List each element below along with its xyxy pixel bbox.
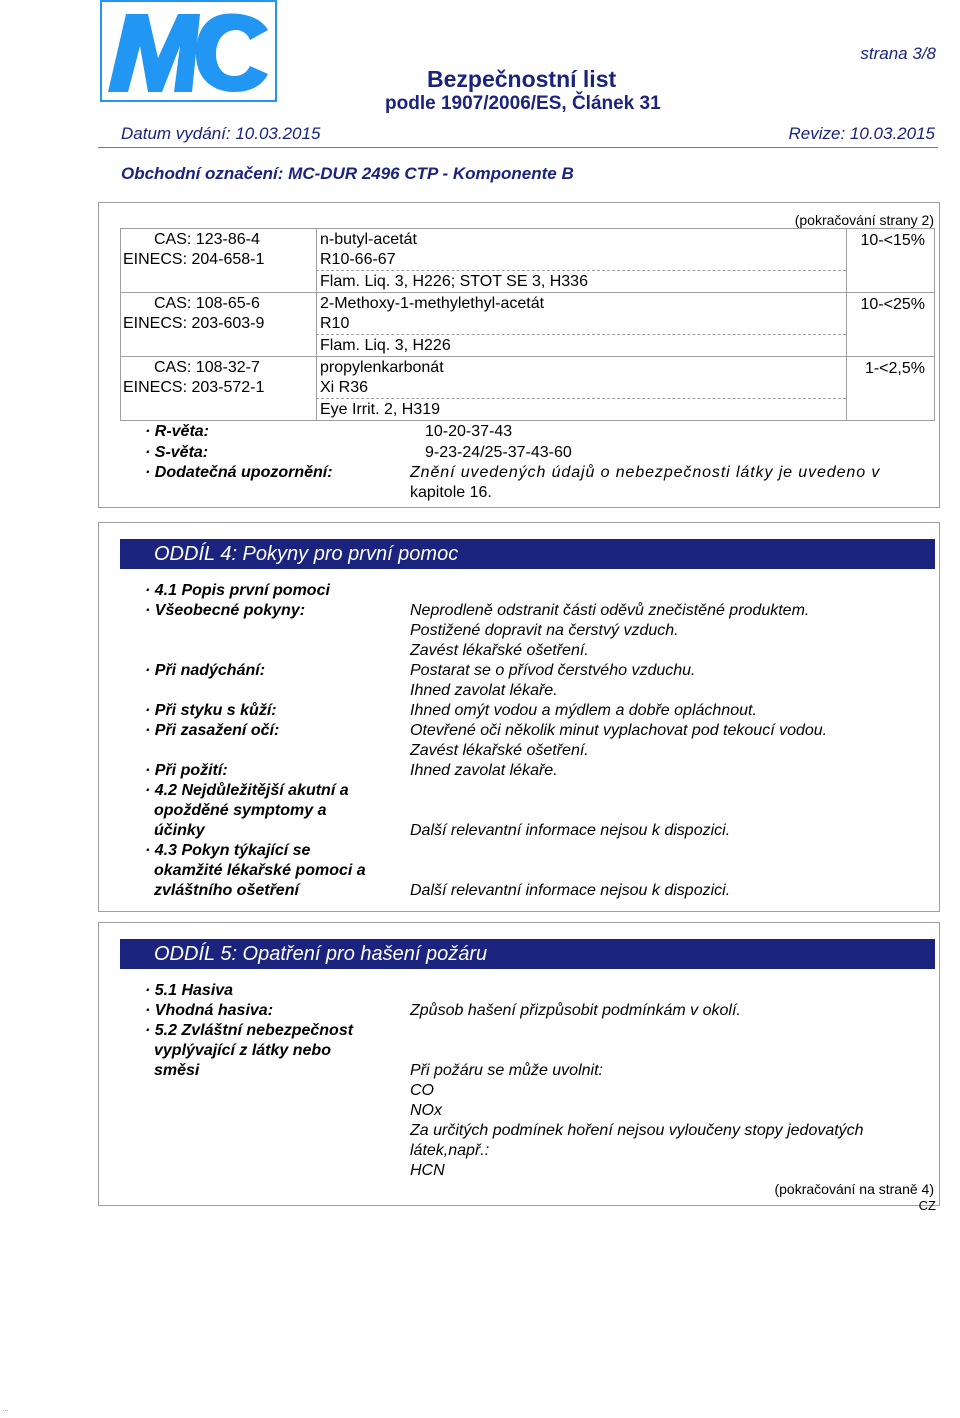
r-phrases: R10-66-67	[320, 251, 396, 268]
r-phrases: Xi R36	[320, 379, 369, 396]
einecs-number: EINECS: 203-603-9	[123, 315, 265, 332]
mc-logo-graphic	[100, 0, 277, 102]
continued-to: (pokračování na straně 4)	[774, 1181, 934, 1197]
hazard-value: CO	[410, 1082, 434, 1099]
subsection-4-3-cont: okamžité lékařské pomoci a	[154, 862, 366, 879]
additional-note-value-cont: kapitole 16.	[410, 484, 492, 501]
subsection-5-2: · 5.2 Zvláštní nebezpečnost	[145, 1022, 354, 1039]
subsection-4-2: · 4.2 Nejdůležitější akutní a	[145, 782, 349, 799]
company-logo	[100, 0, 277, 102]
skin-contact-value: Ihned omýt vodou a mýdlem a dobře opláchnout.	[410, 702, 757, 719]
general-advice-label: · Všeobecné pokyny:	[145, 602, 306, 619]
subsection-4-2-cont: účinky	[154, 822, 205, 839]
section-4-heading: ODDÍL 4: Pokyny pro první pomoc	[120, 539, 935, 569]
trade-name: Obchodní označení: MC-DUR 2496 CTP - Komponente B	[121, 164, 574, 183]
substance-name: 2-Methoxy-1-methylethyl-acetát	[320, 295, 545, 312]
hazard-value: Při požáru se může uvolnit:	[410, 1062, 603, 1079]
suitable-media-value: Způsob hašení přizpůsobit podmínkám v okolí.	[410, 1002, 741, 1019]
continued-from: (pokračování strany 2)	[794, 212, 934, 228]
header-divider	[98, 147, 938, 148]
subsection-5-2-cont: směsi	[154, 1062, 200, 1079]
issue-date: Datum vydání: 10.03.2015	[121, 124, 321, 143]
cas-number: CAS: 108-65-6	[154, 295, 260, 312]
cas-number: CAS: 108-32-7	[154, 359, 260, 376]
clp-classification: Flam. Liq. 3, H226	[320, 337, 451, 354]
document-subtitle: podle 1907/2006/ES, Článek 31	[385, 93, 661, 114]
hazard-value: HCN	[410, 1162, 445, 1179]
general-advice-value: Neprodleně odstranit části oděvů znečistěné produktem.	[410, 602, 810, 619]
subsection-5-1: · 5.1 Hasiva	[145, 982, 234, 999]
clp-classification: Eye Irrit. 2, H319	[320, 401, 441, 418]
additional-note-label: · Dodatečná upozornění:	[145, 464, 333, 481]
symptoms-value: Další relevantní informace nejsou k dispozici.	[410, 822, 731, 839]
substance-name: propylenkarbonát	[320, 359, 444, 376]
eye-contact-value: Otevřené oči několik minut vyplachovat pod tekoucí vodou.	[410, 722, 828, 739]
subsection-4-3: · 4.3 Pokyn týkající se	[145, 842, 311, 859]
r-phrase-label: · R-věta:	[145, 423, 210, 440]
cas-number: CAS: 123-86-4	[154, 231, 260, 248]
revision-date: Revize: 10.03.2015	[788, 124, 935, 143]
einecs-number: EINECS: 203-572-1	[123, 379, 265, 396]
hazard-value: látek,např.:	[410, 1142, 490, 1159]
eye-contact-value: Zavést lékařské ošetření.	[410, 742, 589, 759]
concentration: 10-<25%	[860, 296, 925, 313]
einecs-number: EINECS: 204-658-1	[123, 251, 265, 268]
page-number: strana 3/8	[860, 44, 936, 63]
subsection-4-3-cont: zvláštního ošetření	[154, 882, 299, 899]
general-advice-value: Postižené dopravit na čerstvý vzduch.	[410, 622, 679, 639]
additional-note-value: Znění uvedených údajů o nebezpečnosti látky je uvedeno v	[410, 464, 881, 481]
inhalation-value: Ihned zavolat lékaře.	[410, 682, 558, 699]
ingestion-value: Ihned zavolat lékaře.	[410, 762, 558, 779]
skin-contact-label: · Při styku s kůží:	[145, 702, 277, 719]
hazard-value: Za určitých podmínek hoření nejsou vyloučeny stopy jedovatých	[410, 1122, 864, 1139]
subsection-4-1: · 4.1 Popis první pomoci	[145, 582, 330, 599]
document-title: Bezpečnostní list	[427, 66, 617, 92]
subsection-5-2-cont: vyplývající z látky nebo	[154, 1042, 331, 1059]
substance-name: n-butyl-acetát	[320, 231, 417, 248]
subsection-4-2-cont: opožděné symptomy a	[154, 802, 327, 819]
r-phrases: R10	[320, 315, 350, 332]
clp-classification: Flam. Liq. 3, H226; STOT SE 3, H336	[320, 273, 588, 290]
s-phrase-label: · S-věta:	[145, 444, 209, 461]
medical-attention-value: Další relevantní informace nejsou k dispozici.	[410, 882, 731, 899]
concentration: 10-<15%	[860, 232, 925, 249]
corner-mark: ...	[2, 1404, 9, 1413]
inhalation-label: · Při nadýchání:	[145, 662, 266, 679]
concentration: 1-<2,5%	[864, 360, 925, 377]
s-phrase-value: 9-23-24/25-37-43-60	[425, 444, 572, 461]
r-phrase-value: 10-20-37-43	[425, 423, 513, 440]
hazard-value: NOx	[410, 1102, 442, 1119]
section-5-heading: ODDÍL 5: Opatření pro hašení požáru	[120, 939, 935, 969]
country-code: CZ	[918, 1198, 936, 1213]
inhalation-value: Postarat se o přívod čerstvého vzduchu.	[410, 662, 696, 679]
eye-contact-label: · Při zasažení očí:	[145, 722, 280, 739]
general-advice-value: Zavést lékařské ošetření.	[410, 642, 589, 659]
ingestion-label: · Při požití:	[145, 762, 228, 779]
suitable-media-label: · Vhodná hasiva:	[145, 1002, 274, 1019]
